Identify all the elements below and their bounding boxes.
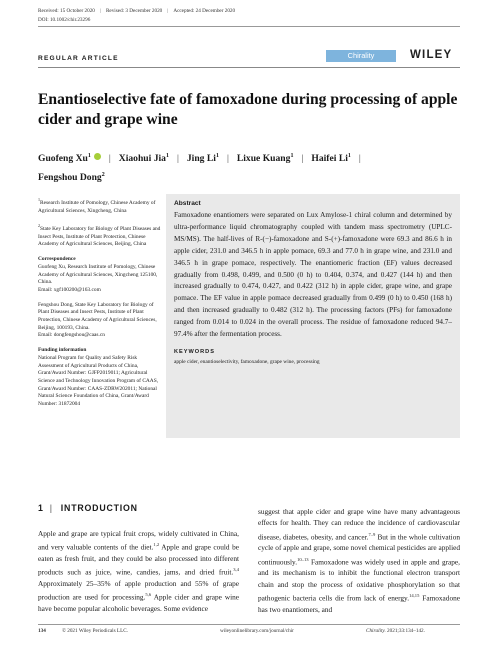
citation-ref[interactable]: 3,4	[233, 567, 239, 573]
orcid-icon[interactable]	[94, 153, 101, 160]
abstract-box	[166, 194, 460, 438]
journal-url[interactable]: wileyonlinelibrary.com/journal/chir	[220, 628, 294, 634]
section-separator: |	[49, 503, 53, 513]
correspondence-email[interactable]: Email: dongfengshou@caas.cn	[38, 332, 105, 339]
author-affiliation-mark: 1	[347, 153, 351, 159]
author[interactable]: Haifei Li$^1$	[311, 153, 351, 165]
author[interactable]: Guofeng Xu$^1$	[38, 148, 101, 167]
publisher-logo: WILEY	[410, 49, 453, 61]
correspondence-entry: Guofeng Xu, Research Institute of Pomology, Chinese Academy of Agricultural Sciences, Xingcheng 125100, China.	[38, 263, 158, 286]
author-affiliation-mark: 2	[101, 172, 105, 179]
body-column-right: suggest that apple cider and grape wine have many advantageous effects for health. They can reduce the incidence of cardiovascular disease, diabetes, obesity, and cancer.$^{7-9}$ But in the whole cultivation cycle of apple and grape, some novel chemical pesticides are applied continuously.$^{10-13}$ Famoxadone was widely used in apple and grape, and its mechanism is to inhibit the functional electron transport chain and stop the process of oxidative phosphorylation so that pathogenic bacteria cells die from lack of energy.$^{14,15}$ Famoxadone has two enantiomers, and	[258, 507, 461, 614]
correspondence-block	[38, 256, 161, 295]
citation-ref[interactable]: 14,15	[409, 592, 420, 598]
copyright: © 2021 Wiley Periodicals LLC.	[62, 628, 129, 634]
citation-ref[interactable]: 1,2	[153, 542, 160, 548]
article-title: Enantioselective fate of famoxadone during processing of apple cider and grape wine	[38, 91, 458, 128]
author-affiliation-mark: 1	[165, 153, 169, 159]
section-title: INTRODUCTION	[60, 503, 138, 513]
correspondence-entry: Fengshou Dong, State Key Laboratory for Biology of Plant Diseases and Insect Pests, Institute of Plant Protection, Chinese Academy of Agricultural Sciences, Beijing, 100193, China.	[38, 301, 157, 331]
author-separator: |	[301, 153, 304, 165]
funding-text: National Program for Quality and Safety Risk Assessment of Agricultural Products of China, Grant/Award Number: GJFP2019011; Agricultural Science and Technology Innovation Program of CAAS, Grant/Award Number: CAAS-ZDRW202011; National Natural Science Foundation of China, Grant/Award Number: 31872004	[38, 354, 159, 408]
page-number: 134	[38, 628, 46, 634]
abstract-title: Abstract	[174, 200, 201, 207]
correspondence-email[interactable]: Email: xgf100200@163.com	[38, 286, 101, 293]
correspondence-title: Correspondence	[38, 256, 76, 263]
article-dates	[38, 8, 235, 14]
body-column-left: Apple and grape are typical fruit crops, widely cultivated in China, and very valuable contents of the diet.$^{1,2}$ Apple and grape could be eaten as fresh fruit, and they could be also processed into different products such as juice, wine, candies, jams, and dried fruit.$^{3,4}$ Approximately 25–35% of apple production and 55% of grape production are used for processing.$^{5,6}$ Apple cider and grape wine have become popular alcoholic beverages. Some evidence	[38, 529, 240, 614]
author-separator: |	[358, 153, 361, 165]
funding-title: Funding information	[38, 347, 87, 354]
correspondence-block	[38, 302, 161, 341]
author[interactable]: Xiaohui Jia$^1$	[118, 153, 169, 165]
journal-citation	[366, 628, 425, 634]
abstract-text: Famoxadone enantiomers were separated on Lux Amylose-1 chiral column and determined by ultra-performance liquid chromatography coupled with tandem mass spectrometry (UPLC-MS/MS). The half-lives of R-(−)-famoxadone and S-(+)-famoxadone were 69.3 and 86.6 h in apple cider, 231.0 and 346.5 h in apple pomace, 69.3 and 77.0 h in grape wine, and 231.0 and 346.5 h in grape pomace, respectively. The enantiomeric fraction (EF) values decreased gradually from 0.498, 0.499, and 0.500 (0 h) to 0.404, 0.374, and 0.427 (144 h) and then increased gradually to 0.474, 0.427, and 0.422 (312 h) in apple cider, grape wine, and grape pomace. The EF value in apple pomace decreased gradually from 0.499 (0 h) to 0.450 (168 h) and then increased gradually to 0.482 (312 h). The processing factors (PFs) for famoxadone ranged from 0.014 to 0.024 in the overall process. The residue of famoxadone reduced 94.7–97.4% after the fermentation process.	[174, 211, 452, 339]
author[interactable]: Jing Li$^1$	[186, 153, 219, 165]
date-separator: |	[99, 8, 101, 14]
section-heading	[38, 503, 138, 513]
citation-volume: 2021;33:134–142.	[385, 628, 425, 634]
affiliation: $^2$State Key Laboratory for Biology of Plant Diseases and Insect Pests, Institute of Plant Protection, Chinese Academy of Agricultural Sciences, Beijing, China	[38, 223, 161, 248]
date-separator: |	[167, 8, 169, 14]
banner-divider	[38, 67, 460, 68]
article-type: REGULAR ARTICLE	[38, 55, 119, 62]
journal-name: Chirality.	[366, 628, 386, 634]
citation-ref[interactable]: 10–13	[297, 556, 309, 562]
author[interactable]: Lixue Kuang$^1$	[236, 153, 294, 165]
journal-tag: Chirality	[326, 50, 396, 62]
author[interactable]: Fengshou Dong$^2$	[38, 172, 105, 184]
author-affiliation-mark: 1	[290, 153, 294, 159]
affiliation: $^1$Research Institute of Pomology, Chinese Academy of Agricultural Sciences, Xingcheng, China	[38, 197, 156, 214]
author-separator: |	[226, 153, 229, 165]
citation-ref[interactable]: 5,6	[145, 592, 152, 598]
revised-date: Revised: 3 December 2020	[105, 8, 163, 14]
keywords-list: apple cider, enantioselectivity, famoxadone, grape wine, processing	[174, 358, 320, 365]
footer-divider	[38, 624, 460, 625]
citation-ref[interactable]: 7–9	[368, 531, 376, 537]
received-date: Received: 15 October 2020	[38, 8, 95, 14]
accepted-date: Accepted: 24 December 2020	[173, 8, 236, 14]
funding-block	[38, 347, 161, 409]
header-divider	[38, 26, 460, 27]
keywords-title: KEYWORDS	[174, 348, 215, 355]
author-separator: |	[176, 153, 179, 165]
author-affiliation-mark: 1	[215, 153, 219, 159]
author-separator: |	[108, 153, 111, 165]
section-number: 1	[38, 503, 44, 513]
doi[interactable]: DOI: 10.1002/chir.23296	[38, 17, 91, 23]
author-affiliation-mark: 1	[87, 153, 91, 159]
article-info-column	[38, 196, 161, 416]
author-list	[38, 148, 458, 186]
